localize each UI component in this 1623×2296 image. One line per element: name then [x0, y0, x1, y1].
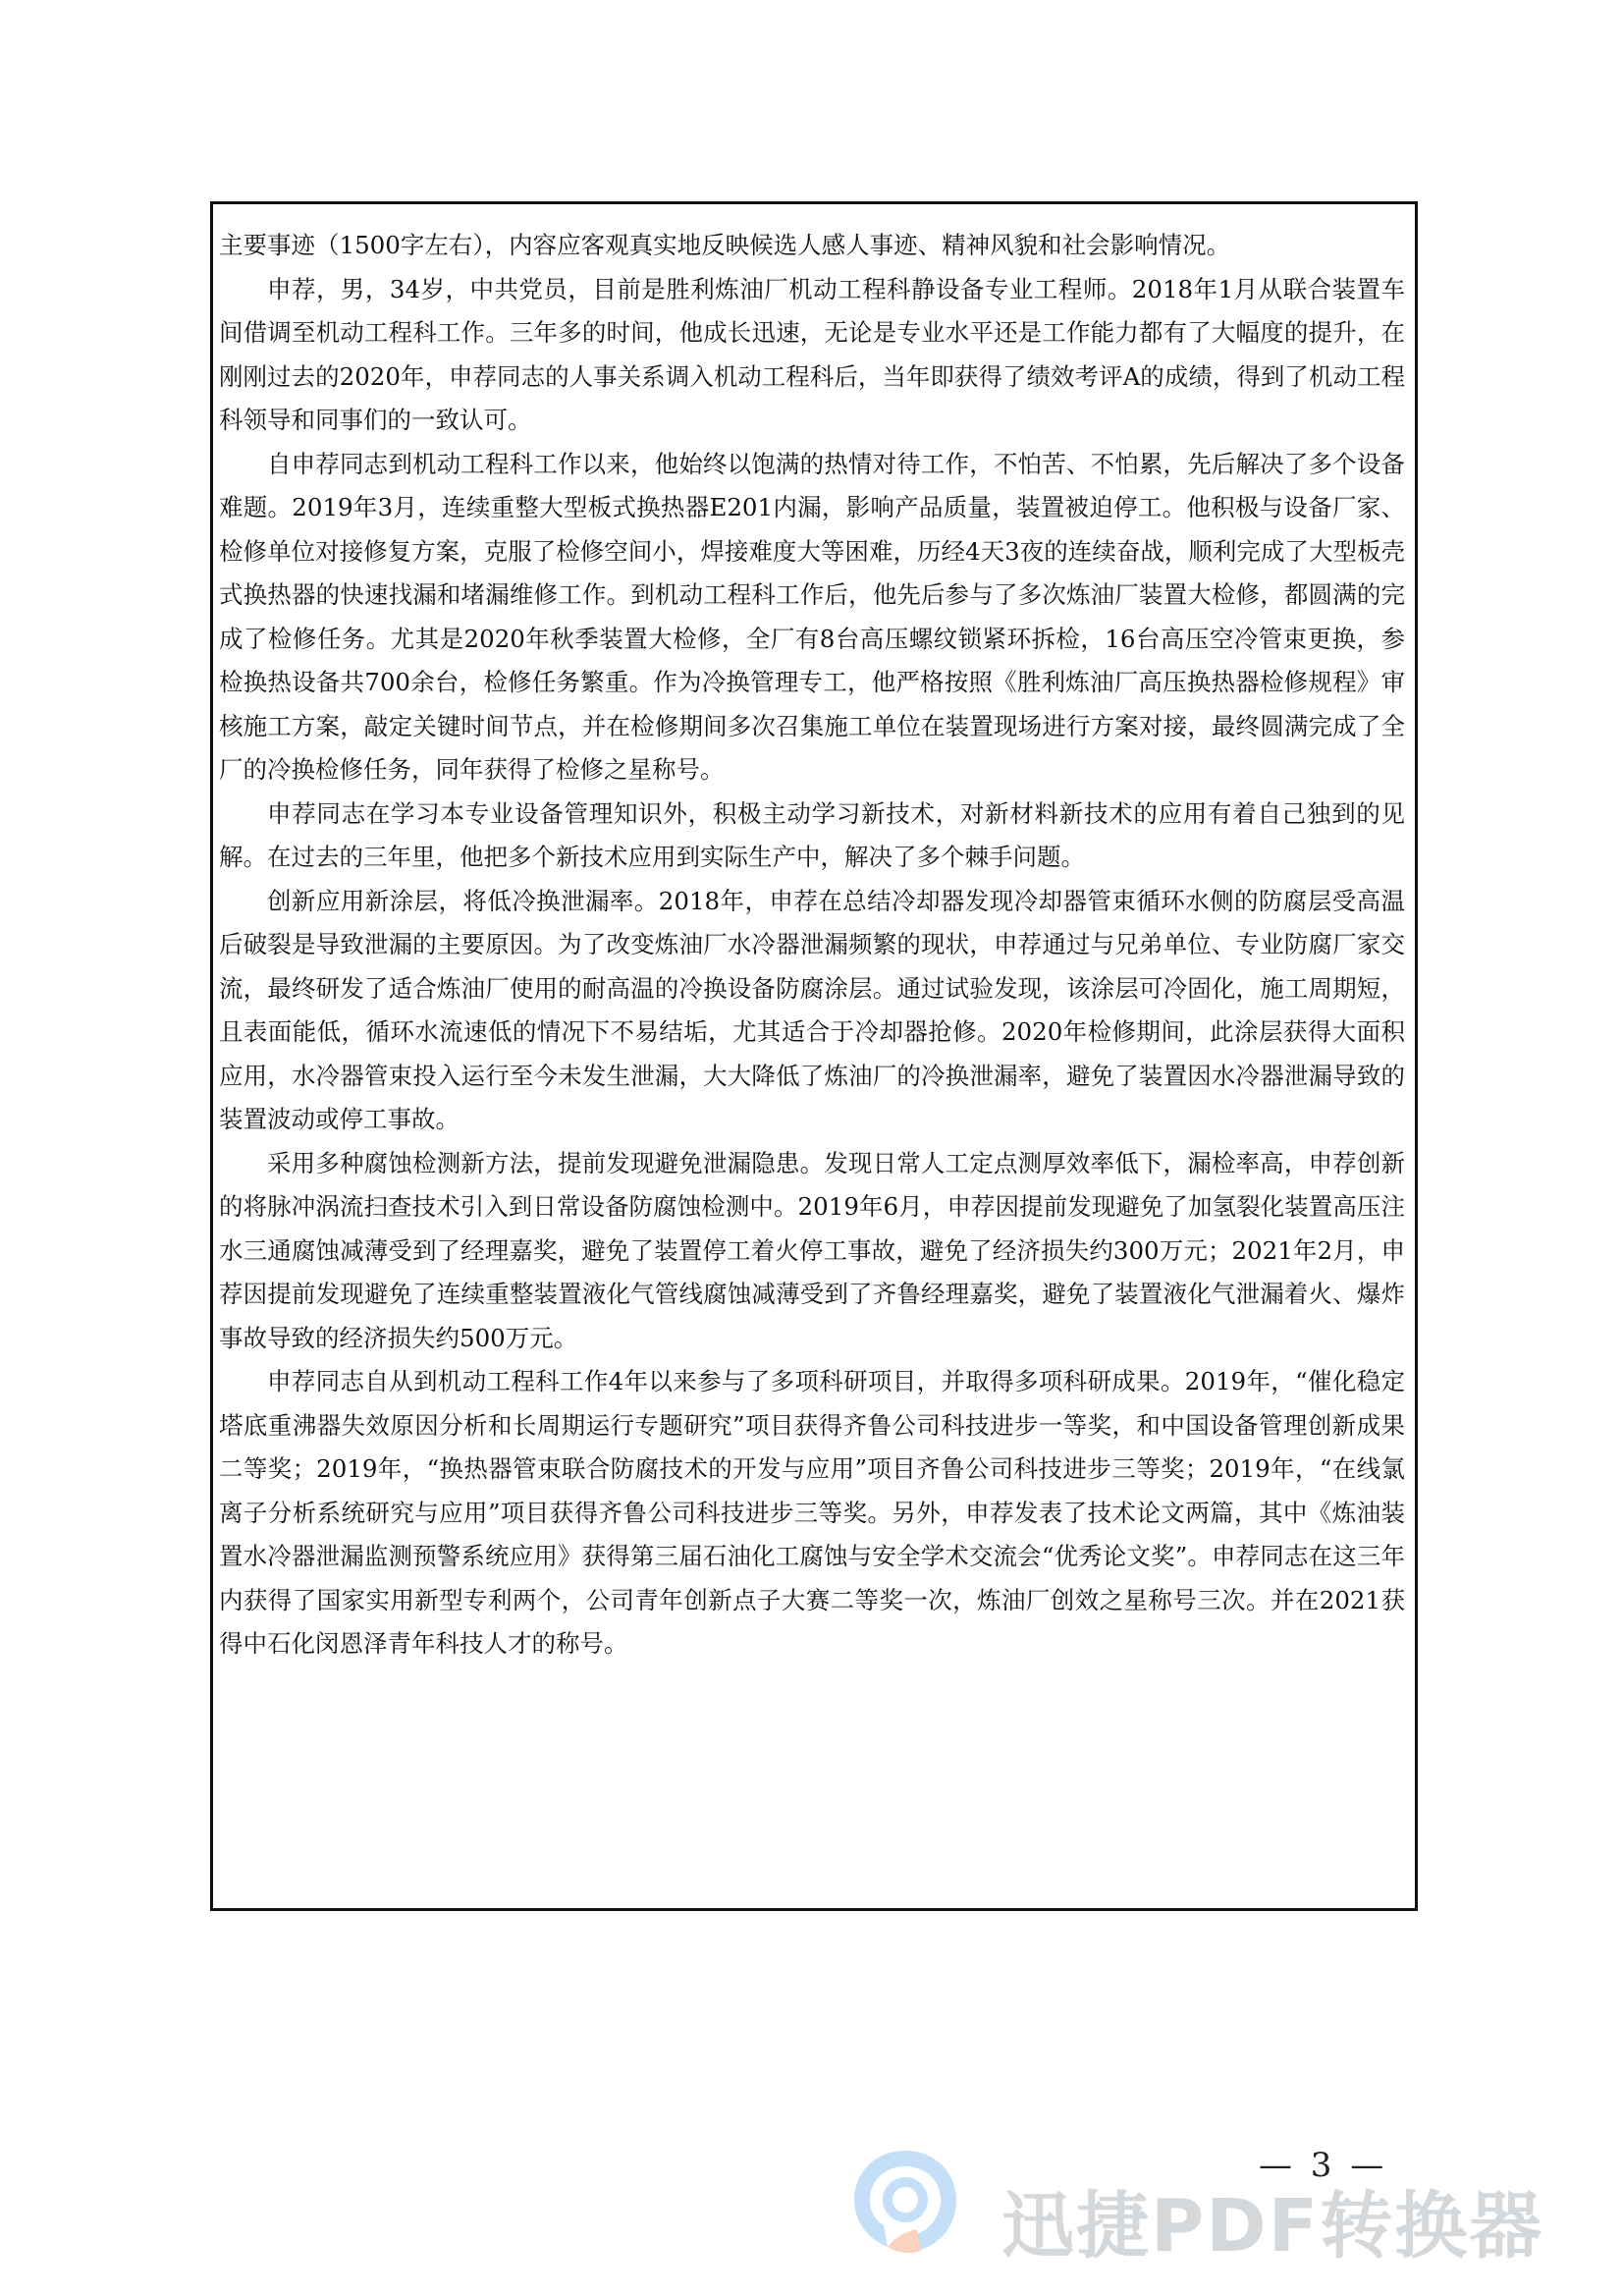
watermark: [844, 2141, 1591, 2269]
page-number: — 3 —: [1259, 2146, 1388, 2185]
paragraph-learning: 申荐同志在学习本专业设备管理知识外，积极主动学习新技术，对新材料新技术的应用有着自己独到的见解。在过去的三年里，他把多个新技术应用到实际生产中，解决了多个棘手问题。: [219, 798, 1405, 871]
paragraph-equipment: 自申荐同志到机动工程科工作以来，他始终以饱满的热情对待工作，不怕苦、不怕累，先后解决了多个设备难题。2019年3月，连续重整大型板式换热器E201内漏，影响产品质量，装置被迫停工。他积极与设备厂家、检修单位对接修复方案，克服了检修空间小，焊接难度大等困难，历经4天3夜的连续奋战，顺利完成了大型板壳式换热器的快速找漏和堵漏维修工作。到机动工程科工作后，他先后参与了多次炼油厂装置大检修，都圆满的完成了检修任务。尤其是2020年秋季装置大检修，全厂有8台高压螺纹锁紧环拆检，16台高压空冷管束更换，参检换热设备共700余台，检修任务繁重。作为冷换管理专工，他严格按照《胜利炼油厂高压换热器检修规程》审核施工方案，敲定关键时间节点，并在检修期间多次召集施工单位在装置现场进行方案对接，最终圆满完成了全厂的冷换检修任务，同年获得了检修之星称号。: [219, 449, 1405, 784]
xunjie-logo-icon: [844, 2141, 972, 2259]
paragraph-coating: 创新应用新涂层，将低冷换泄漏率。2018年，申荐在总结冷却器发现冷却器管束循环水侧的防腐层受高温后破裂是导致泄漏的主要原因。为了改变炼油厂水冷器泄漏频繁的现状，申荐通过与兄弟单位、专业防腐厂家交流，最终研发了适合炼油厂使用的耐高温的冷换设备防腐涂层。通过试验发现，该涂层可冷固化，施工周期短，且表面能低，循环水流速低的情况下不易结垢，尤其适合于冷却器抢修。2020年检修期间，此涂层获得大面积应用，水冷器管束投入运行至今未发生泄漏，大大降低了炼油厂的冷换泄漏率，避免了装置因水冷器泄漏导致的装置波动或停工事故。: [219, 886, 1405, 1133]
section-header: 主要事迹（1500字左右），内容应客观真实地反映候选人感人事迹、精神风貌和社会影响情况。: [219, 231, 1231, 259]
watermark-text: 迅捷PDF转换器: [1001, 2184, 1544, 2269]
paragraph-corrosion: 采用多种腐蚀检测新方法，提前发现避免泄漏隐患。发现日常人工定点测厚效率低下，漏检率高，申荐创新的将脉冲涡流扫查技术引入到日常设备防腐蚀检测中。2019年6月，申荐因提前发现避免了加氢裂化装置高压注水三通腐蚀减薄受到了经理嘉奖，避免了装置停工着火停工事故，避免了经济损失约300万元；2021年2月，申荐因提前发现避免了连续重整装置液化气管线腐蚀减薄受到了齐鲁经理嘉奖，避免了装置液化气泄漏着火、爆炸事故导致的经济损失约500万元。: [219, 1148, 1405, 1352]
paragraph-research: 申荐同志自从到机动工程科工作4年以来参与了多项科研项目，并取得多项科研成果。2019年，“催化稳定塔底重沸器失效原因分析和长周期运行专题研究”项目获得齐鲁公司科技进步一等奖，和中国设备管理创新成果二等奖；2019年，“换热器管束联合防腐技术的开发与应用”项目齐鲁公司科技进步三等奖；2019年，“在线氯离子分析系统研究与应用”项目获得齐鲁公司科技进步三等奖。另外，申荐发表了技术论文两篇，其中《炼油装置水冷器泄漏监测预警系统应用》获得第三届石油化工腐蚀与安全学术交流会“优秀论文奖”。申荐同志在这三年内获得了国家实用新型专利两个，公司青年创新点子大赛二等奖一次，炼油厂创效之星称号三次。并在2021获得中石化闵恩泽青年科技人才的称号。: [219, 1367, 1405, 1658]
paragraph-intro: 申荐，男，34岁，中共党员，目前是胜利炼油厂机动工程科静设备专业工程师。2018年1月从联合装置车间借调至机动工程科工作。三年多的时间，他成长迅速，无论是专业水平还是工作能力都有了大幅度的提升，在刚刚过去的2020年，申荐同志的人事关系调入机动工程科后，当年即获得了绩效考评A的成绩，得到了机动工程科领导和同事们的一致认可。: [219, 274, 1405, 434]
main-deeds-box: [210, 201, 1418, 1911]
